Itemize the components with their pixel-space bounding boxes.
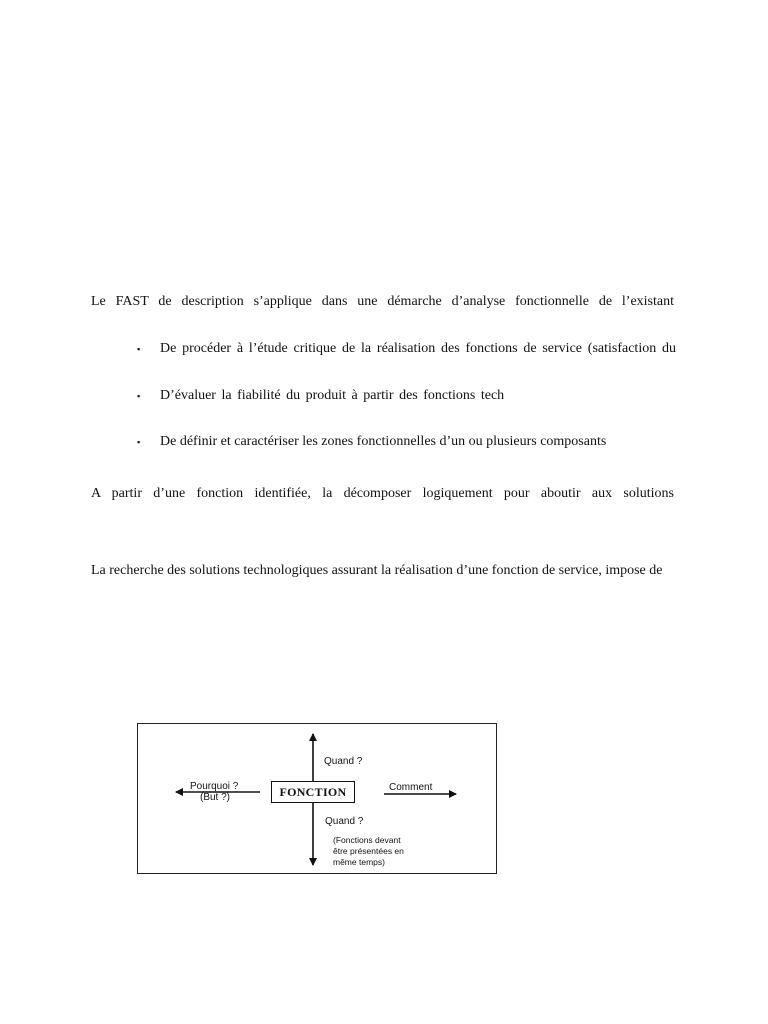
bullet-marker: ▪	[137, 344, 141, 354]
label-pourquoi: Pourquoi ?	[190, 781, 239, 792]
fonction-box: FONCTION	[271, 781, 355, 803]
paragraph-solutions-research: La recherche des solutions technologiques assurant la réalisation d’une fonction de service, impose de	[91, 563, 663, 578]
bullet-marker: ▪	[137, 437, 141, 447]
note-line-2: être présentées en	[333, 846, 404, 856]
fast-diagram	[137, 723, 497, 874]
bullet-text: D’évaluer la fiabilité du produit à partir des fonctions tech	[160, 388, 505, 403]
note-line-3: même temps)	[333, 857, 385, 867]
paragraph-decomposition: A partir d’une fonction identifiée, la décomposer logiquement pour aboutir aux solutions	[91, 486, 674, 501]
paragraph-fast-description: Le FAST de description s’applique dans une démarche d’analyse fonctionnelle de l’existant	[91, 294, 674, 309]
label-quand-bottom: Quand ?	[325, 816, 364, 827]
bullet-text: De définir et caractériser les zones fonctionnelles d’un ou plusieurs composants	[160, 434, 607, 449]
note-line-1: (Fonctions devant	[333, 835, 401, 845]
label-comment: Comment	[389, 782, 433, 793]
bullet-text: De procéder à l’étude critique de la réalisation des fonctions de service (satisfaction du	[160, 341, 676, 356]
label-quand-top: Quand ?	[324, 756, 363, 767]
label-but: (But ?)	[200, 792, 231, 803]
bullet-marker: ▪	[137, 391, 141, 401]
